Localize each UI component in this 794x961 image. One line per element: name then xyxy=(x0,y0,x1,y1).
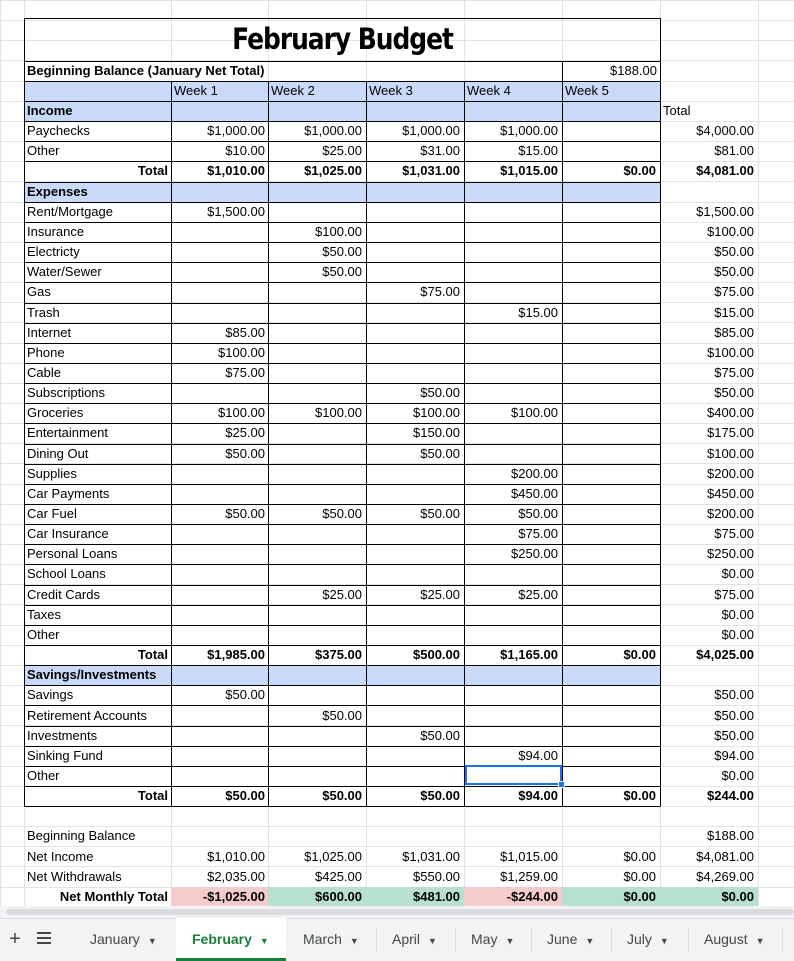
expense-row-label[interactable]: Other xyxy=(27,626,60,642)
summary-net_withdrawals-value[interactable]: $1,259.00 xyxy=(500,868,558,884)
sheet-tab-label: March xyxy=(303,931,342,947)
expense-row-value[interactable] xyxy=(562,544,659,564)
expense-row-label[interactable]: Dining Out xyxy=(27,445,89,461)
savings-row-value[interactable] xyxy=(562,766,659,786)
expense-row-value[interactable] xyxy=(562,524,659,544)
savings-row-label[interactable]: Other xyxy=(27,767,60,783)
expense-row-value[interactable]: $100.00 xyxy=(707,223,754,239)
week-header-4[interactable]: Week 4 xyxy=(467,83,511,98)
savings-row-label[interactable]: Retirement Accounts xyxy=(27,707,147,723)
income-row-label[interactable]: Paychecks xyxy=(27,123,90,139)
savings-total-value[interactable]: $50.00 xyxy=(420,788,460,804)
income-row-value[interactable]: $1,000.00 xyxy=(500,123,558,139)
savings-row-value[interactable] xyxy=(562,706,659,726)
week-header-5[interactable]: Week 5 xyxy=(565,83,609,98)
expense-row-value[interactable] xyxy=(171,544,268,564)
expense-row-value[interactable] xyxy=(366,343,463,363)
income-row-value[interactable]: $1,000.00 xyxy=(402,123,460,139)
expense-row-value[interactable]: $50.00 xyxy=(322,264,362,280)
savings-row-value[interactable]: $50.00 xyxy=(322,707,362,723)
sheet-tab-label: April xyxy=(392,931,421,947)
income-row-value[interactable]: $25.00 xyxy=(322,143,362,159)
expense-row-value[interactable] xyxy=(464,202,561,222)
plus-icon[interactable]: + xyxy=(9,928,21,950)
expense-row-value[interactable] xyxy=(562,282,659,302)
savings-row-value[interactable] xyxy=(171,766,268,786)
expense-row-value[interactable]: $175.00 xyxy=(707,425,754,441)
expense-row-label[interactable]: Car Payments xyxy=(27,485,110,501)
expense-row-value[interactable] xyxy=(562,242,659,262)
expense-row-value[interactable]: $75.00 xyxy=(714,586,754,602)
expense-row-value[interactable] xyxy=(464,282,561,302)
expense-row-value[interactable] xyxy=(268,605,365,625)
sheet-tab-july[interactable] xyxy=(611,918,688,961)
expense-row-value[interactable]: $100.00 xyxy=(511,405,558,421)
income-total-value[interactable]: $0.00 xyxy=(623,163,656,179)
sheet-tab-label: February xyxy=(192,931,252,947)
expense-row-value[interactable] xyxy=(562,323,659,343)
expense-row-label[interactable]: Car Insurance xyxy=(27,526,109,542)
sheet-title[interactable]: February Budget xyxy=(232,22,453,56)
expense-row-value[interactable] xyxy=(464,444,561,464)
chevron-down-icon[interactable]: ▼ xyxy=(147,936,157,946)
expense-row-value[interactable] xyxy=(171,282,268,302)
total-column-header[interactable]: Total xyxy=(663,103,691,118)
expense-row-value[interactable] xyxy=(464,222,561,242)
expense-row-label[interactable]: Rent/Mortgage xyxy=(27,203,113,219)
expense-row-label[interactable]: Insurance xyxy=(27,223,85,239)
expense-row-value[interactable]: $50.00 xyxy=(322,244,362,260)
expense-row-value[interactable]: $85.00 xyxy=(714,324,754,340)
savings-row-value[interactable]: $50.00 xyxy=(714,727,754,743)
savings-row-value[interactable] xyxy=(464,706,561,726)
sheet-tab-label: January xyxy=(90,931,140,947)
savings-total-value[interactable]: $50.00 xyxy=(322,788,362,804)
expense-row-value[interactable] xyxy=(366,464,463,484)
savings-row-value[interactable] xyxy=(268,685,365,705)
summary-net_income-value[interactable]: $1,015.00 xyxy=(500,848,558,864)
expense-row-value[interactable]: $100.00 xyxy=(315,405,362,421)
summary-net_withdrawals-value[interactable]: $4,269.00 xyxy=(696,868,754,884)
expense-row-value[interactable]: $50.00 xyxy=(420,385,460,401)
expense-row-value[interactable] xyxy=(171,464,268,484)
expense-row-label[interactable]: Water/Sewer xyxy=(27,264,102,280)
savings-section-header[interactable]: Savings/Investments xyxy=(27,667,157,683)
expense-row-value[interactable] xyxy=(268,282,365,302)
expense-row-label[interactable]: Car Fuel xyxy=(27,506,77,521)
expense-row-value[interactable] xyxy=(464,423,561,443)
expense-row-value[interactable]: $1,500.00 xyxy=(696,203,754,219)
expense-row-value[interactable]: $75.00 xyxy=(714,284,754,300)
expense-row-value[interactable] xyxy=(562,625,659,645)
week-header-3[interactable]: Week 3 xyxy=(369,83,413,98)
expense-row-value[interactable]: $75.00 xyxy=(714,526,754,542)
expense-row-label[interactable]: Phone xyxy=(27,344,65,360)
tab-separator xyxy=(782,928,783,952)
beginning-balance-label[interactable]: Beginning Balance (January Net Total) xyxy=(27,63,265,78)
expense-row-value[interactable]: $85.00 xyxy=(225,324,265,340)
expense-row-value[interactable] xyxy=(562,303,659,323)
summary-net_income-value[interactable]: $4,081.00 xyxy=(696,848,754,864)
expense-row-value[interactable] xyxy=(366,625,463,645)
expense-row-value[interactable]: $50.00 xyxy=(420,506,460,521)
selected-cell[interactable] xyxy=(465,765,562,785)
expense-row-label[interactable]: Supplies xyxy=(27,465,77,481)
expense-row-value[interactable]: $400.00 xyxy=(707,405,754,421)
expense-row-value[interactable] xyxy=(562,444,659,464)
summary-net_income-label[interactable]: Net Income xyxy=(27,848,94,864)
expense-row-value[interactable]: $0.00 xyxy=(721,626,754,642)
expense-row-label[interactable]: Credit Cards xyxy=(27,586,100,602)
expense-row-value[interactable] xyxy=(366,484,463,504)
expense-row-value[interactable] xyxy=(268,484,365,504)
expense-row-label[interactable]: Gas xyxy=(27,284,51,300)
expense-row-value[interactable]: $75.00 xyxy=(714,364,754,380)
expense-row-value[interactable]: $450.00 xyxy=(511,485,558,501)
expense-row-value[interactable]: $100.00 xyxy=(218,405,265,421)
expense-row-value[interactable]: $100.00 xyxy=(315,223,362,239)
expense-row-value[interactable]: $200.00 xyxy=(707,506,754,521)
expense-row-value[interactable] xyxy=(171,383,268,403)
expense-row-value[interactable] xyxy=(562,383,659,403)
expense-row-value[interactable]: $75.00 xyxy=(518,526,558,542)
expense-row-label[interactable]: Entertainment xyxy=(27,425,108,441)
net-monthly-value[interactable]: $481.00 xyxy=(413,888,460,904)
expense-row-value[interactable]: $100.00 xyxy=(707,445,754,461)
expense-row-value[interactable] xyxy=(171,605,268,625)
savings-row-value[interactable] xyxy=(562,726,659,746)
expense-row-value[interactable]: $25.00 xyxy=(518,586,558,602)
expense-row-value[interactable] xyxy=(464,564,561,584)
savings-row-value[interactable] xyxy=(268,726,365,746)
expense-row-value[interactable]: $50.00 xyxy=(420,445,460,461)
savings-row-value[interactable] xyxy=(171,726,268,746)
expense-row-label[interactable]: Personal Loans xyxy=(27,546,118,562)
net-monthly-value[interactable]: $600.00 xyxy=(315,888,362,904)
income-row-value[interactable] xyxy=(562,141,659,161)
income-row-value[interactable]: $1,000.00 xyxy=(207,123,265,139)
summary-net_income-value[interactable]: $0.00 xyxy=(623,848,656,864)
summary-net_withdrawals-value[interactable]: $550.00 xyxy=(413,868,460,884)
income-row-label[interactable]: Other xyxy=(27,143,60,159)
chevron-down-icon[interactable]: ▼ xyxy=(349,936,359,946)
savings-row-value[interactable]: $0.00 xyxy=(721,767,754,783)
summary-net_withdrawals-value[interactable]: $2,035.00 xyxy=(207,868,265,884)
expense-row-value[interactable] xyxy=(171,484,268,504)
income-row-value[interactable]: $10.00 xyxy=(225,143,265,159)
income-total-label[interactable]: Total xyxy=(137,163,168,179)
expense-row-value[interactable]: $250.00 xyxy=(707,546,754,562)
expense-row-value[interactable] xyxy=(562,202,659,222)
chevron-down-icon[interactable]: ▼ xyxy=(659,936,669,946)
expense-row-value[interactable]: $100.00 xyxy=(218,344,265,360)
savings-row-value[interactable] xyxy=(268,746,365,766)
expense-row-value[interactable] xyxy=(366,323,463,343)
expense-row-value[interactable]: $200.00 xyxy=(707,465,754,481)
expense-row-value[interactable] xyxy=(268,423,365,443)
beginning-balance-value[interactable]: $188.00 xyxy=(610,63,657,78)
expense-row-value[interactable] xyxy=(268,544,365,564)
savings-total-label[interactable]: Total xyxy=(137,788,168,804)
savings-row-value[interactable] xyxy=(268,766,365,786)
savings-row-value[interactable] xyxy=(464,685,561,705)
income-row-value[interactable]: $4,000.00 xyxy=(696,123,754,139)
expense-row-value[interactable] xyxy=(171,585,268,605)
expense-row-value[interactable]: $200.00 xyxy=(511,465,558,481)
savings-row-value[interactable] xyxy=(366,766,463,786)
expense-row-value[interactable] xyxy=(171,262,268,282)
expenses-total-label[interactable]: Total xyxy=(137,647,168,663)
summary-net_withdrawals-value[interactable]: $0.00 xyxy=(623,868,656,884)
expense-row-value[interactable] xyxy=(562,222,659,242)
expense-row-value[interactable] xyxy=(464,343,561,363)
expense-row-value[interactable] xyxy=(366,242,463,262)
savings-row-value[interactable] xyxy=(464,726,561,746)
expense-row-value[interactable] xyxy=(366,262,463,282)
expense-row-value[interactable]: $0.00 xyxy=(721,606,754,622)
expense-row-label[interactable]: Subscriptions xyxy=(27,385,106,401)
chevron-down-icon[interactable]: ▼ xyxy=(755,936,765,946)
expense-row-value[interactable] xyxy=(268,383,365,403)
expense-row-label[interactable]: Electricty xyxy=(27,244,80,260)
expense-row-value[interactable] xyxy=(366,303,463,323)
income-total-value[interactable]: $1,031.00 xyxy=(402,163,460,179)
expense-row-value[interactable] xyxy=(562,585,659,605)
expense-row-value[interactable] xyxy=(268,564,365,584)
expense-row-value[interactable] xyxy=(268,202,365,222)
sheet-tab-may[interactable] xyxy=(455,918,531,961)
expense-row-value[interactable] xyxy=(366,564,463,584)
expense-row-value[interactable] xyxy=(366,524,463,544)
expense-row-value[interactable] xyxy=(268,303,365,323)
expense-row-value[interactable] xyxy=(562,363,659,383)
income-row-value[interactable]: $31.00 xyxy=(420,143,460,159)
savings-row-value[interactable]: $94.00 xyxy=(714,747,754,763)
summary-net_income-value[interactable]: $1,025.00 xyxy=(304,848,362,864)
expense-row-value[interactable] xyxy=(562,564,659,584)
chevron-down-icon[interactable]: ▼ xyxy=(505,936,515,946)
expense-row-value[interactable] xyxy=(268,363,365,383)
sheet-tab-label: July xyxy=(627,931,652,947)
expenses-total-value[interactable]: $375.00 xyxy=(315,647,362,663)
expense-row-value[interactable] xyxy=(171,242,268,262)
summary-net_income-value[interactable]: $1,031.00 xyxy=(402,848,460,864)
savings-row-label[interactable]: Savings xyxy=(27,687,74,703)
income-row-value[interactable]: $1,000.00 xyxy=(304,123,362,139)
savings-row-value[interactable] xyxy=(171,746,268,766)
savings-row-value[interactable]: $50.00 xyxy=(714,687,754,703)
sheet-tab-march[interactable] xyxy=(287,918,376,961)
summary-beginning-value[interactable] xyxy=(464,826,561,846)
chevron-down-icon[interactable]: ▼ xyxy=(585,936,595,946)
expense-row-value[interactable]: $50.00 xyxy=(714,244,754,260)
expense-row-value[interactable] xyxy=(562,262,659,282)
expense-row-value[interactable]: $50.00 xyxy=(225,445,265,461)
savings-row-label[interactable]: Sinking Fund xyxy=(27,747,103,763)
expense-row-value[interactable] xyxy=(268,464,365,484)
net-monthly-value[interactable]: -$1,025.00 xyxy=(202,888,265,904)
expense-row-value[interactable] xyxy=(268,625,365,645)
sheet-tab-june[interactable] xyxy=(531,918,611,961)
savings-row-value[interactable]: $50.00 xyxy=(225,687,265,703)
summary-beginning-value[interactable]: $188.00 xyxy=(707,828,754,844)
savings-row-value[interactable] xyxy=(366,746,463,766)
expense-row-label[interactable]: Trash xyxy=(27,304,60,320)
expense-row-value[interactable] xyxy=(171,524,268,544)
expense-row-value[interactable]: $50.00 xyxy=(225,506,265,521)
chevron-down-icon[interactable]: ▼ xyxy=(259,936,269,946)
savings-row-value[interactable]: $50.00 xyxy=(420,727,460,743)
expense-row-value[interactable] xyxy=(268,323,365,343)
expense-row-value[interactable] xyxy=(268,343,365,363)
expense-row-value[interactable] xyxy=(464,625,561,645)
expense-row-value[interactable]: $150.00 xyxy=(413,425,460,441)
fill-handle[interactable] xyxy=(558,781,565,788)
expense-row-value[interactable] xyxy=(268,444,365,464)
sheet-tab-february[interactable] xyxy=(176,918,286,961)
expense-row-value[interactable] xyxy=(562,464,659,484)
income-row-value[interactable]: $81.00 xyxy=(714,143,754,159)
savings-total-value[interactable]: $0.00 xyxy=(623,788,656,804)
expense-row-value[interactable] xyxy=(366,202,463,222)
expense-row-value[interactable]: $450.00 xyxy=(707,485,754,501)
summary-beginning-value[interactable] xyxy=(562,826,659,846)
income-total-value[interactable]: $4,081.00 xyxy=(696,163,754,179)
expense-row-value[interactable]: $1,500.00 xyxy=(207,203,265,219)
sheet-tab-april[interactable] xyxy=(376,918,455,961)
expense-row-label[interactable]: Internet xyxy=(27,324,72,340)
week-header-1[interactable]: Week 1 xyxy=(174,83,218,98)
expense-row-value[interactable]: $50.00 xyxy=(518,506,558,521)
savings-total-value[interactable]: $50.00 xyxy=(225,788,265,804)
savings-total-value[interactable]: $244.00 xyxy=(707,788,754,804)
expenses-total-value[interactable]: $0.00 xyxy=(623,647,656,663)
summary-net_withdrawals-label[interactable]: Net Withdrawals xyxy=(27,868,122,884)
net-monthly-value[interactable]: $0.00 xyxy=(623,888,656,904)
savings-total-value[interactable]: $94.00 xyxy=(518,788,558,804)
expense-row-value[interactable]: $25.00 xyxy=(420,586,460,602)
expense-row-value[interactable] xyxy=(464,242,561,262)
expense-row-value[interactable]: $25.00 xyxy=(322,586,362,602)
income-total-value[interactable]: $1,025.00 xyxy=(304,163,362,179)
expense-row-value[interactable]: $15.00 xyxy=(714,304,754,320)
income-total-value[interactable]: $1,015.00 xyxy=(500,163,558,179)
expense-row-value[interactable] xyxy=(562,484,659,504)
expense-row-value[interactable] xyxy=(464,262,561,282)
expense-row-value[interactable]: $15.00 xyxy=(518,304,558,320)
chevron-down-icon[interactable]: ▼ xyxy=(428,936,437,946)
income-section-header[interactable]: Income xyxy=(27,103,73,118)
menu-icon[interactable] xyxy=(37,932,51,946)
expense-row-value[interactable] xyxy=(464,383,561,403)
expense-row-value[interactable] xyxy=(562,423,659,443)
expense-row-label[interactable]: Taxes xyxy=(27,606,61,622)
expense-row-value[interactable]: $50.00 xyxy=(714,385,754,401)
expense-row-value[interactable] xyxy=(464,323,561,343)
income-total-value[interactable]: $1,010.00 xyxy=(207,163,265,179)
expense-row-value[interactable] xyxy=(268,524,365,544)
sheet-tab-label: June xyxy=(547,931,578,947)
expense-row-value[interactable] xyxy=(171,625,268,645)
expense-row-value[interactable]: $75.00 xyxy=(225,364,265,380)
expense-row-label[interactable]: Cable xyxy=(27,364,61,380)
expense-row-value[interactable] xyxy=(171,222,268,242)
summary-net_income-value[interactable]: $1,010.00 xyxy=(207,848,265,864)
expense-row-value[interactable]: $0.00 xyxy=(721,566,754,582)
expenses-total-value[interactable]: $1,985.00 xyxy=(207,647,265,663)
summary-net_withdrawals-value[interactable]: $425.00 xyxy=(315,868,362,884)
expense-row-value[interactable] xyxy=(366,363,463,383)
sheet-tab-january[interactable] xyxy=(74,918,176,961)
expense-row-value[interactable] xyxy=(562,403,659,423)
expense-row-value[interactable] xyxy=(171,303,268,323)
expense-row-value[interactable]: $100.00 xyxy=(413,405,460,421)
net-monthly-value[interactable]: -$244.00 xyxy=(506,888,558,904)
sheet-tab-august[interactable] xyxy=(688,918,782,961)
expense-row-value[interactable]: $75.00 xyxy=(420,284,460,300)
expense-row-label[interactable]: Groceries xyxy=(27,405,84,421)
savings-row-value[interactable] xyxy=(366,706,463,726)
summary-beginning-value[interactable] xyxy=(366,826,463,846)
sheet-tab-label: August xyxy=(704,931,748,947)
net-monthly-value[interactable]: $0.00 xyxy=(721,888,754,904)
expenses-total-value[interactable]: $4,025.00 xyxy=(696,647,754,663)
summary-beginning-value[interactable] xyxy=(268,826,365,846)
summary-beginning-label[interactable]: Beginning Balance xyxy=(27,828,136,844)
horizontal-scrollbar-thumb[interactable] xyxy=(6,909,794,915)
expenses-total-value[interactable]: $500.00 xyxy=(413,647,460,663)
savings-row-value[interactable]: $94.00 xyxy=(518,747,558,763)
savings-row-value[interactable] xyxy=(562,746,659,766)
savings-row-value[interactable] xyxy=(366,685,463,705)
expense-row-value[interactable] xyxy=(464,363,561,383)
expense-row-value[interactable]: $50.00 xyxy=(714,264,754,280)
savings-row-value[interactable] xyxy=(171,706,268,726)
expense-row-value[interactable] xyxy=(366,605,463,625)
summary-beginning-value[interactable] xyxy=(171,826,268,846)
net-monthly-label[interactable]: Net Monthly Total xyxy=(59,888,168,904)
expense-row-value[interactable] xyxy=(562,605,659,625)
expenses-section-header[interactable]: Expenses xyxy=(27,183,88,199)
expense-row-value[interactable] xyxy=(464,605,561,625)
sheet-tab-label: May xyxy=(471,931,498,947)
expense-row-value[interactable]: $25.00 xyxy=(225,425,265,441)
expense-row-value[interactable]: $250.00 xyxy=(511,546,558,562)
expense-row-value[interactable] xyxy=(366,544,463,564)
expenses-total-value[interactable]: $1,165.00 xyxy=(500,647,558,663)
expense-row-value[interactable] xyxy=(366,222,463,242)
expense-row-value[interactable] xyxy=(171,564,268,584)
income-row-value[interactable] xyxy=(562,121,659,141)
expense-row-value[interactable]: $100.00 xyxy=(707,344,754,360)
expense-row-value[interactable] xyxy=(562,343,659,363)
income-row-value[interactable]: $15.00 xyxy=(518,143,558,159)
expense-row-value[interactable] xyxy=(562,504,659,524)
savings-row-value[interactable]: $50.00 xyxy=(714,707,754,723)
savings-row-label[interactable]: Investments xyxy=(27,727,98,743)
week-header-2[interactable]: Week 2 xyxy=(271,83,315,98)
savings-row-value[interactable] xyxy=(562,685,659,705)
expense-row-label[interactable]: School Loans xyxy=(27,566,106,582)
expense-row-value[interactable]: $50.00 xyxy=(322,506,362,521)
